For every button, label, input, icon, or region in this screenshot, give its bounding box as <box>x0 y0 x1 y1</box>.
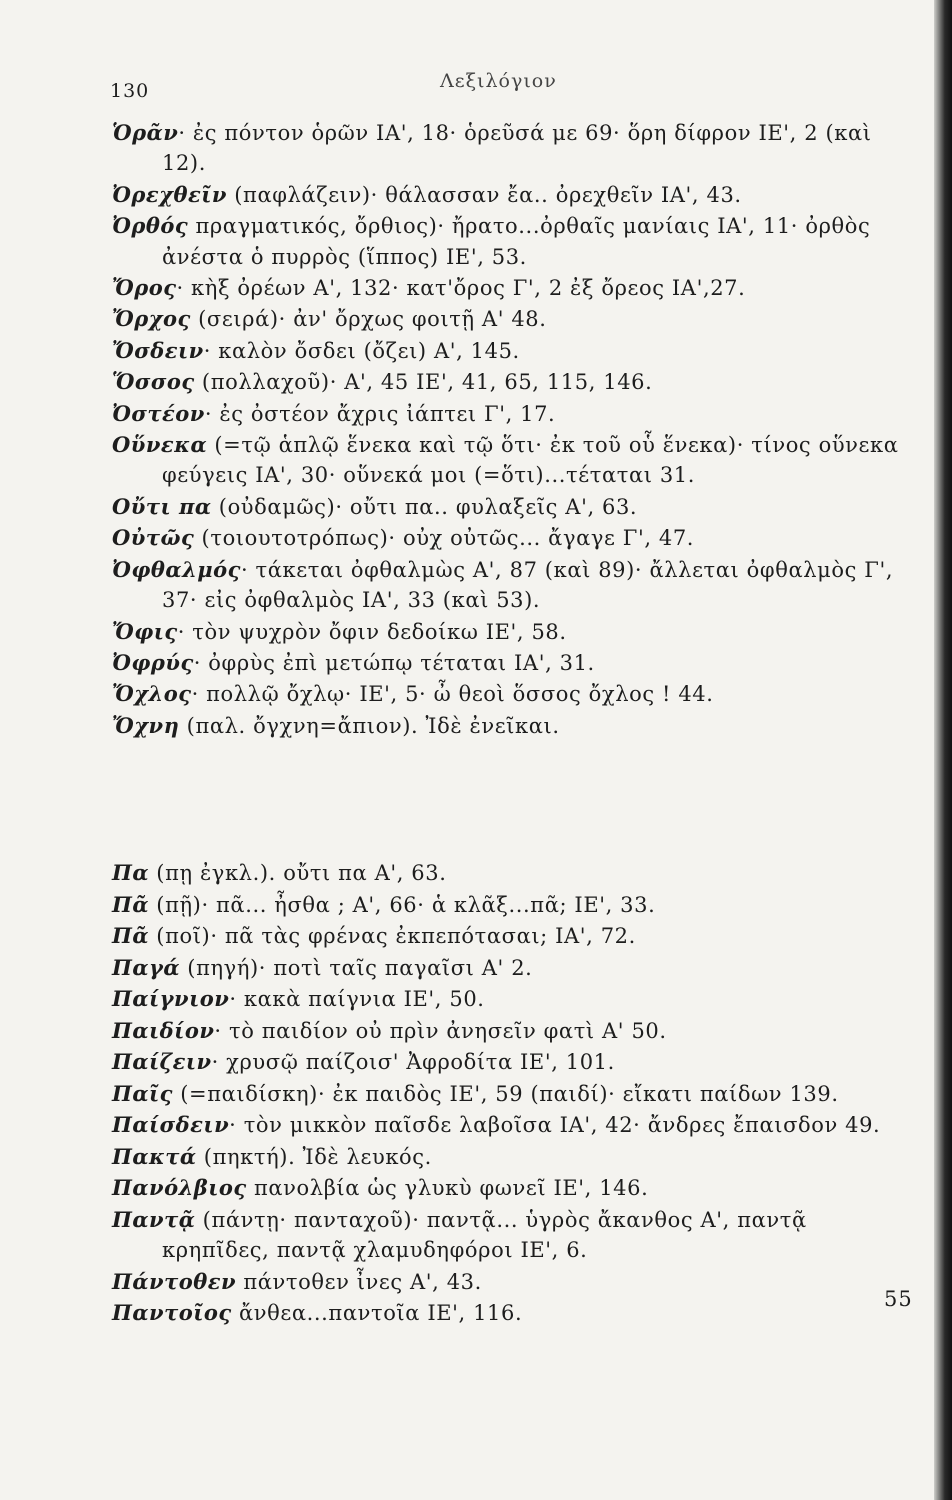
lexicon-entry <box>112 118 912 179</box>
entry-lemma: Ὅσσος <box>112 369 195 395</box>
lexicon-section-pi <box>112 858 912 1330</box>
entry-lemma: Ὄρχος <box>112 306 191 332</box>
lexicon-section-omicron <box>112 118 912 742</box>
lexicon-entry <box>112 1298 912 1329</box>
entry-text: · πολλῷ ὄχλῳ· ΙΕ', 5· ὦ θεοὶ ὅσσος ὄχλος ! 44. <box>191 682 714 707</box>
lexicon-entry <box>112 1016 912 1047</box>
entry-text: (σειρά)· ἀν' ὄρχως φοιτῇ Α' 48. <box>190 307 547 332</box>
lexicon-entry <box>112 984 912 1015</box>
entry-lemma: Ὄφις <box>112 618 178 644</box>
lexicon-entry <box>112 1205 912 1266</box>
entry-lemma: Πανόλβιος <box>112 1175 247 1200</box>
lexicon-entry <box>112 304 912 334</box>
entry-lemma: Οὐτῶς <box>112 525 195 551</box>
entry-text: (=τῷ ἁπλῷ ἕνεκα καὶ τῷ ὅτι· ἐκ τοῦ οὗ ἕνεκα)· τίνος οὕνεκα φεύγεις ΙΑ', 30· οὕνεκά μοι (=ὅτι)...τέταται 31. <box>162 433 899 488</box>
lexicon-entry <box>112 180 912 210</box>
entry-text: (παλ. ὄγχνη=ἄπιον). Ἰδὲ ἐνεῖκαι. <box>179 713 560 738</box>
entry-lemma: Πᾶ <box>112 891 150 917</box>
entry-lemma: Παιδίον <box>112 1017 215 1043</box>
lexicon-entry <box>112 890 912 921</box>
entry-text: · κὴξ ὀρέων Α', 132· κατ'ὄρος Γ', 2 ἐξ ὄρεος ΙΑ',27. <box>176 276 746 301</box>
entry-lemma: Ὄχνη <box>112 712 180 738</box>
entry-text: (πῃ ἐγκλ.). οὔτι πα Α', 63. <box>149 861 447 885</box>
lexicon-entry <box>112 523 912 553</box>
entry-lemma: Πακτά <box>112 1143 197 1169</box>
entry-lemma: Παίζειν <box>112 1049 212 1074</box>
entry-lemma: Πα <box>112 860 150 885</box>
entry-text: · τὸ παιδίον οὐ πρὶν ἀνησεῖν φατὶ Α' 50. <box>214 1018 667 1043</box>
lexicon-entry <box>112 399 912 429</box>
entry-lemma: Παντᾷ <box>112 1206 196 1232</box>
entry-lemma: Παγά <box>112 954 181 980</box>
entry-text: πανολβία ὡς γλυκὺ φωνεῖ ΙΕ', 146. <box>246 1176 649 1200</box>
entry-lemma: Ὀφθαλμός <box>112 556 241 582</box>
lexicon-entry <box>112 1173 912 1204</box>
lexicon-entry <box>112 367 912 397</box>
entry-text: (τοιουτοτρόπως)· οὐχ οὐτῶς... ἄγαγε Γ', 47. <box>194 526 695 551</box>
entry-lemma: Οὕνεκα <box>112 432 208 458</box>
lexicon-entry <box>112 1142 912 1173</box>
lexicon-entry <box>112 679 912 709</box>
entry-text: · ὀφρὺς ἐπὶ μετώπῳ τέταται ΙΑ', 31. <box>193 650 595 675</box>
lexicon-entry <box>112 430 912 491</box>
entry-text: · χρυσῷ παίζοισ' Ἀφροδίτα ΙΕ', 101. <box>211 1050 615 1074</box>
lexicon-entry <box>112 953 912 984</box>
entry-text: · τάκεται ὀφθαλμὼς Α', 87 (καὶ 89)· ἄλλεται ὀφθαλμὸς Γ', 37· εἰς ὀφθαλμὸς ΙΑ', 33 (καὶ 53). <box>162 557 894 613</box>
entry-lemma: Ὁρᾶν <box>112 120 179 145</box>
lexicon-entry <box>112 1047 912 1078</box>
running-title: Λεξιλόγιον <box>440 70 557 92</box>
entry-text: · τὸν ψυχρὸν ὄφιν δεδοίκω ΙΕ', 58. <box>177 619 567 644</box>
lexicon-entry <box>112 921 912 952</box>
lexicon-entry <box>112 711 912 741</box>
entry-lemma: Πάντοθεν <box>112 1268 237 1294</box>
entry-text: · ἐς ὀστέον ἄχρις ἰάπτει Γ', 17. <box>204 401 556 426</box>
page-number: 130 <box>110 80 150 102</box>
entry-lemma: Οὔτι πα <box>112 493 212 519</box>
entry-lemma: Ὄχλος <box>112 681 192 707</box>
entry-text: ἄνθεα...παντοῖα ΙΕ', 116. <box>231 1301 523 1325</box>
entry-lemma: Ὀφρύς <box>112 649 194 675</box>
lexicon-entry <box>112 492 912 522</box>
lexicon-entry <box>112 1079 912 1110</box>
entry-text: (=παιδίσκη)· ἐκ παιδὸς ΙΕ', 59 (παιδί)· εἴκατι παίδων 139. <box>172 1081 839 1106</box>
lexicon-entry <box>112 1267 912 1298</box>
lexicon-entry <box>112 273 912 303</box>
entry-lemma: Ὀρεχθεῖν <box>112 181 227 207</box>
lexicon-entry <box>112 336 912 366</box>
lexicon-entry <box>112 211 912 272</box>
lexicon-entry <box>112 1110 912 1141</box>
entry-lemma: Παῖς <box>112 1080 173 1106</box>
entry-text: (πάντῃ· πανταχοῦ)· παντᾷ... ὑγρὸς ἄκανθος Α', παντᾷ κρηπῖδες, παντᾷ χλαμυδηφόροι ΙΕ', 6. <box>162 1207 807 1262</box>
entry-text: (πῇ)· πᾶ... ἦσθα ; Α', 66· ἁ κλᾶξ...πᾶ; ΙΕ', 33. <box>149 892 656 917</box>
entry-text: (παφλάζειν)· θάλασσαν ἔα.. ὀρεχθεῖν ΙΑ', 43. <box>226 182 742 207</box>
page-header <box>110 70 870 100</box>
entry-lemma: Παίγνιον <box>112 986 230 1011</box>
entry-text: (πηγή)· ποτὶ ταῖς παγαῖσι Α' 2. <box>180 955 533 980</box>
page-edge-shadow <box>934 0 952 1500</box>
margin-number: 55 <box>884 1287 913 1311</box>
entry-lemma: Ὄσδειν <box>112 337 204 363</box>
entry-text: (πολλαχοῦ)· Α', 45 ΙΕ', 41, 65, 115, 146. <box>194 370 653 395</box>
entry-lemma: Παντοῖος <box>112 1300 232 1325</box>
entry-lemma: Ὀστέον <box>112 400 205 426</box>
entry-text: (οὐδαμῶς)· οὔτι πα.. φυλαξεῖς Α', 63. <box>211 494 638 519</box>
entry-text: · κακὰ παίγνια ΙΕ', 50. <box>229 987 485 1011</box>
lexicon-entry <box>112 617 912 647</box>
lexicon-entry <box>112 555 912 616</box>
entry-lemma: Ὄρος <box>112 275 177 301</box>
lexicon-entry <box>112 648 912 678</box>
entry-text: (ποῖ)· πᾶ τὰς φρένας ἐκπεπότασαι; ΙΑ', 72. <box>149 924 636 948</box>
entry-text: πάντοθεν ἶνες Α', 43. <box>236 1269 482 1294</box>
entry-lemma: Ὀρθός <box>112 213 189 239</box>
entry-text: (πηκτή). Ἰδὲ λευκός. <box>196 1144 432 1169</box>
entry-text: πραγματικός, ὄρθιος)· ἤρατο...ὀρθαῖς μανίαις ΙΑ', 11· ὀρθὸς ἀνέστα ὁ πυρρὸς (ἵππος) ΙΕ', 53. <box>162 214 871 269</box>
entry-text: · τὸν μικκὸν παῖσδε λαβοῖσα ΙΑ', 42· ἄνδρες ἔπαισδον 49. <box>229 1113 881 1137</box>
entry-lemma: Παίσδειν <box>112 1112 230 1137</box>
entry-text: · ἐς πόντον ὁρῶν ΙΑ', 18· ὁρεῦσά με 69· ὅρη δίφρον ΙΕ', 2 (καὶ 12). <box>162 121 872 176</box>
entry-lemma: Πᾶ <box>112 923 150 948</box>
lexicon-entry <box>112 858 912 889</box>
entry-text: · καλὸν ὄσδει (ὄζει) Α', 145. <box>203 338 520 363</box>
